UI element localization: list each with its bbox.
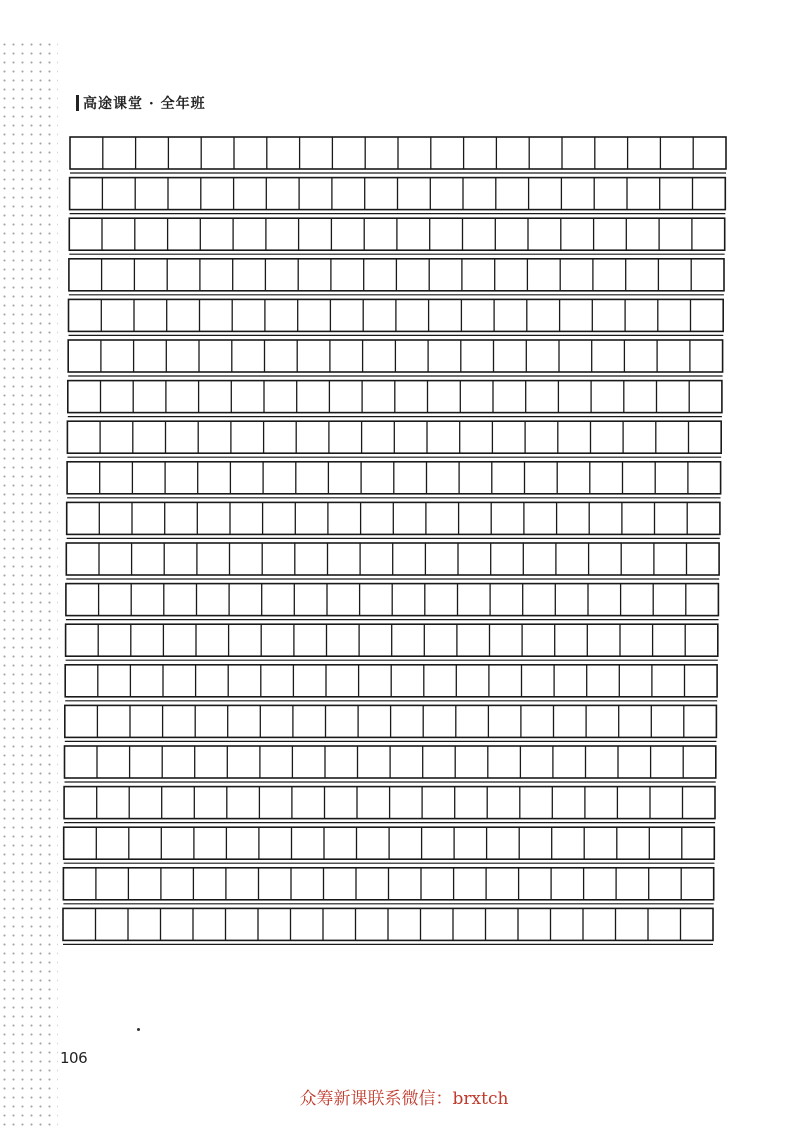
grid-row (70, 137, 726, 173)
grid-row (70, 178, 726, 214)
grid-row (66, 584, 719, 620)
grid-row (68, 340, 722, 376)
header-title: 高途课堂 · 全年班 (83, 96, 206, 112)
grid-row (65, 746, 716, 782)
page-number: 106 (60, 1049, 88, 1067)
footer-note: 众筹新课联系微信：brxtch (299, 1089, 509, 1109)
grid-row (68, 381, 722, 417)
grid-row (64, 827, 715, 863)
grid-row (69, 299, 724, 335)
grid-row (67, 421, 721, 457)
grid-row (65, 705, 717, 741)
grid-row (69, 218, 724, 254)
grid-row (69, 259, 724, 295)
stray-mark (137, 1028, 140, 1031)
grid-row (66, 543, 719, 579)
grid-row (67, 502, 720, 538)
grid-row (67, 462, 721, 498)
grid-row (64, 787, 715, 823)
grid-row (63, 868, 713, 904)
grid-row (66, 624, 718, 660)
grid-row (63, 908, 713, 944)
grid-row (65, 665, 717, 701)
